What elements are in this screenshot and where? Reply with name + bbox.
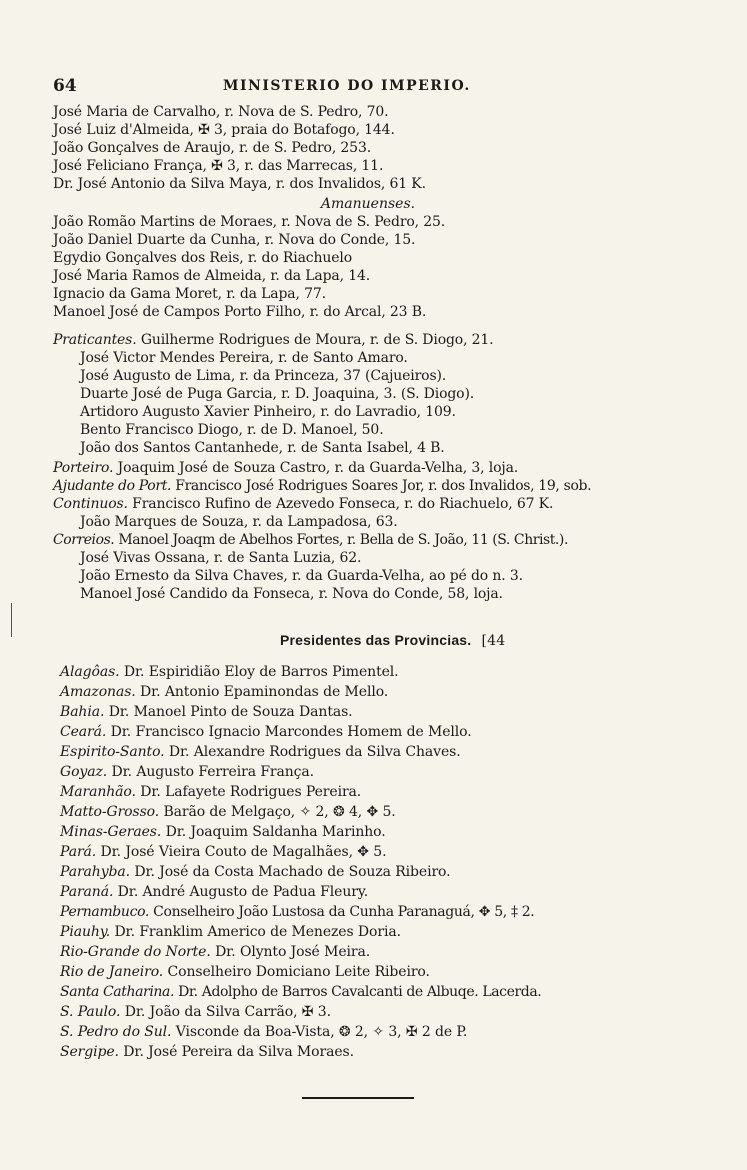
president-entry bbox=[60, 904, 534, 920]
province-name: Ceará. bbox=[60, 724, 107, 740]
president-name: Dr. André Augusto de Padua Fleury. bbox=[117, 884, 369, 900]
ajudante-label: Ajudante do Port. bbox=[53, 478, 172, 494]
praticante-line-4: Duarte José de Puga Garcia, r. D. Joaquina, 3. (S. Diogo). bbox=[80, 386, 475, 402]
president-entry bbox=[60, 824, 386, 840]
president-name: Conselheiro João Lustosa da Cunha Paranaguá, ✥ 5, ‡ 2. bbox=[153, 904, 535, 920]
president-name: Dr. Franklim Americo de Menezes Doria. bbox=[114, 924, 401, 940]
president-name: Dr. José Vieira Couto de Magalhães, ✥ 5. bbox=[100, 844, 387, 860]
porteiro-label: Porteiro. bbox=[53, 460, 114, 476]
official-line-4: José Feliciano França, ✠ 3, r. das Marrecas, 11. bbox=[53, 158, 384, 174]
page-header bbox=[53, 76, 683, 100]
ajudante-name: Francisco José Rodrigues Soares Jor, r. dos Invalidos, 19, sob. bbox=[175, 478, 592, 494]
president-entry bbox=[60, 1044, 354, 1060]
porteiro-line bbox=[53, 460, 518, 476]
president-entry bbox=[60, 884, 368, 900]
correio-line-2: José Vivas Ossana, r. de Santa Luzia, 62. bbox=[80, 550, 362, 566]
president-entry bbox=[60, 744, 461, 760]
province-name: Piauhy. bbox=[60, 924, 111, 940]
presidents-reference: [44 bbox=[481, 633, 506, 649]
correios-line-1 bbox=[53, 532, 568, 548]
province-name: Santa Catharina. bbox=[60, 984, 175, 1000]
president-name: Conselheiro Domiciano Leite Ribeiro. bbox=[167, 964, 430, 980]
president-entry bbox=[60, 664, 399, 680]
province-name: Alagôas. bbox=[60, 664, 120, 680]
president-name: Dr. Alexandre Rodrigues da Silva Chaves. bbox=[168, 744, 461, 760]
page-number: 64 bbox=[53, 76, 77, 96]
praticante-name: Guilherme Rodrigues de Moura, r. de S. Diogo, 21. bbox=[140, 332, 494, 348]
president-entry bbox=[60, 1004, 331, 1020]
president-entry bbox=[60, 764, 314, 780]
president-name: Dr. Olynto José Meira. bbox=[215, 944, 371, 960]
province-name: Rio de Janeiro. bbox=[60, 964, 164, 980]
amanuense-line-4: José Maria Ramos de Almeida, r. da Lapa, 14. bbox=[53, 268, 371, 284]
province-name: Parahyba. bbox=[60, 864, 130, 880]
province-name: Espirito-Santo. bbox=[60, 744, 165, 760]
correio-name: Manoel Joaqm de Abelhos Fortes, r. Bella de S. João, 11 (S. Christ.). bbox=[118, 532, 568, 548]
correio-line-3: João Ernesto da Silva Chaves, r. da Guarda-Velha, ao pé do n. 3. bbox=[80, 568, 523, 584]
amanuenses-heading: Amanuenses. bbox=[320, 196, 416, 212]
praticante-line-3: José Augusto de Lima, r. da Princeza, 37 (Cajueiros). bbox=[80, 368, 447, 384]
amanuense-line-6: Manoel José de Campos Porto Filho, r. do Arcal, 23 B. bbox=[53, 304, 427, 320]
president-entry bbox=[60, 1024, 467, 1040]
official-line-5: Dr. José Antonio da Silva Maya, r. dos Invalidos, 61 K. bbox=[53, 176, 426, 192]
ajudante-line bbox=[53, 478, 591, 494]
amanuense-line-1: João Romão Martins de Moraes, r. Nova de S. Pedro, 25. bbox=[53, 214, 446, 230]
presidents-heading-text: Presidentes das Provincias. bbox=[280, 632, 472, 648]
president-entry bbox=[60, 804, 396, 820]
province-name: Paraná. bbox=[60, 884, 114, 900]
president-name: Dr. Antonio Epaminondas de Mello. bbox=[140, 684, 389, 700]
praticante-line-2: José Victor Mendes Pereira, r. de Santo Amaro. bbox=[80, 350, 408, 366]
province-name: Pará. bbox=[60, 844, 97, 860]
president-name: Dr. Adolpho de Barros Cavalcanti de Albuqe. Lacerda. bbox=[178, 984, 542, 1000]
praticante-line-6: Bento Francisco Diogo, r. de D. Manoel, 50. bbox=[80, 422, 384, 438]
president-entry bbox=[60, 864, 450, 880]
province-name: Rio-Grande do Norte. bbox=[60, 944, 211, 960]
praticantes-line-1 bbox=[53, 332, 494, 348]
province-name: Matto-Grosso. bbox=[60, 804, 160, 820]
praticantes-label: Praticantes. bbox=[53, 332, 137, 348]
president-name: Dr. José da Costa Machado de Souza Ribeiro. bbox=[134, 864, 451, 880]
presidents-heading bbox=[280, 632, 505, 649]
province-name: Maranhão. bbox=[60, 784, 136, 800]
province-name: S. Paulo. bbox=[60, 1004, 121, 1020]
praticante-line-5: Artidoro Augusto Xavier Pinheiro, r. do Lavradio, 109. bbox=[80, 404, 456, 420]
president-name: Dr. Espiridião Eloy de Barros Pimentel. bbox=[123, 664, 399, 680]
continuos-label: Continuos. bbox=[53, 496, 128, 512]
amanuense-line-5: Ignacio da Gama Moret, r. da Lapa, 77. bbox=[53, 286, 326, 302]
province-name: Sergipe. bbox=[60, 1044, 119, 1060]
president-entry bbox=[60, 844, 386, 860]
president-name: Barão de Melgaço, ✧ 2, ❂ 4, ✥ 5. bbox=[163, 804, 396, 820]
running-title: MINISTERIO DO IMPERIO. bbox=[223, 78, 471, 94]
official-line-2: José Luiz d'Almeida, ✠ 3, praia do Botafogo, 144. bbox=[53, 122, 395, 138]
praticante-line-7: João dos Santos Cantanhede, r. de Santa Isabel, 4 B. bbox=[80, 440, 445, 456]
closing-rule bbox=[302, 1097, 414, 1099]
correio-line-4: Manoel José Candido da Fonseca, r. Nova do Conde, 58, loja. bbox=[80, 586, 503, 602]
president-entry bbox=[60, 984, 541, 1000]
province-name: S. Pedro do Sul. bbox=[60, 1024, 172, 1040]
president-name: Dr. José Pereira da Silva Moraes. bbox=[123, 1044, 354, 1060]
president-name: Visconde da Boa-Vista, ❂ 2, ✧ 3, ✠ 2 de P. bbox=[175, 1024, 468, 1040]
province-name: Minas-Geraes. bbox=[60, 824, 162, 840]
president-name: Dr. João da Silva Carrão, ✠ 3. bbox=[124, 1004, 331, 1020]
official-line-1: José Maria de Carvalho, r. Nova de S. Pedro, 70. bbox=[53, 104, 389, 120]
continuo-line-2: João Marques de Souza, r. da Lampadosa, 63. bbox=[80, 514, 398, 530]
province-name: Amazonas. bbox=[60, 684, 136, 700]
official-line-3: João Gonçalves de Araujo, r. de S. Pedro, 253. bbox=[53, 140, 371, 156]
president-name: Dr. Joaquim Saldanha Marinho. bbox=[165, 824, 386, 840]
president-entry bbox=[60, 964, 430, 980]
province-name: Goyaz. bbox=[60, 764, 108, 780]
president-name: Dr. Francisco Ignacio Marcondes Homem de Mello. bbox=[110, 724, 472, 740]
president-entry bbox=[60, 944, 370, 960]
margin-mark bbox=[11, 603, 12, 637]
porteiro-name: Joaquim José de Souza Castro, r. da Guarda-Velha, 3, loja. bbox=[117, 460, 519, 476]
president-entry bbox=[60, 784, 361, 800]
continuos-line-1 bbox=[53, 496, 553, 512]
president-entry bbox=[60, 724, 472, 740]
continuo-name: Francisco Rufino de Azevedo Fonseca, r. do Riachuelo, 67 K. bbox=[132, 496, 554, 512]
president-name: Dr. Manoel Pinto de Souza Dantas. bbox=[108, 704, 353, 720]
amanuense-line-3: Egydio Gonçalves dos Reis, r. do Riachuelo bbox=[53, 250, 352, 266]
president-name: Dr. Lafayete Rodrigues Pereira. bbox=[140, 784, 362, 800]
province-name: Pernambuco. bbox=[60, 904, 150, 920]
president-entry bbox=[60, 684, 388, 700]
correios-label: Correios. bbox=[53, 532, 115, 548]
province-name: Bahia. bbox=[60, 704, 105, 720]
president-name: Dr. Augusto Ferreira França. bbox=[111, 764, 315, 780]
president-entry bbox=[60, 924, 401, 940]
president-entry bbox=[60, 704, 353, 720]
amanuense-line-2: João Daniel Duarte da Cunha, r. Nova do Conde, 15. bbox=[53, 232, 416, 248]
